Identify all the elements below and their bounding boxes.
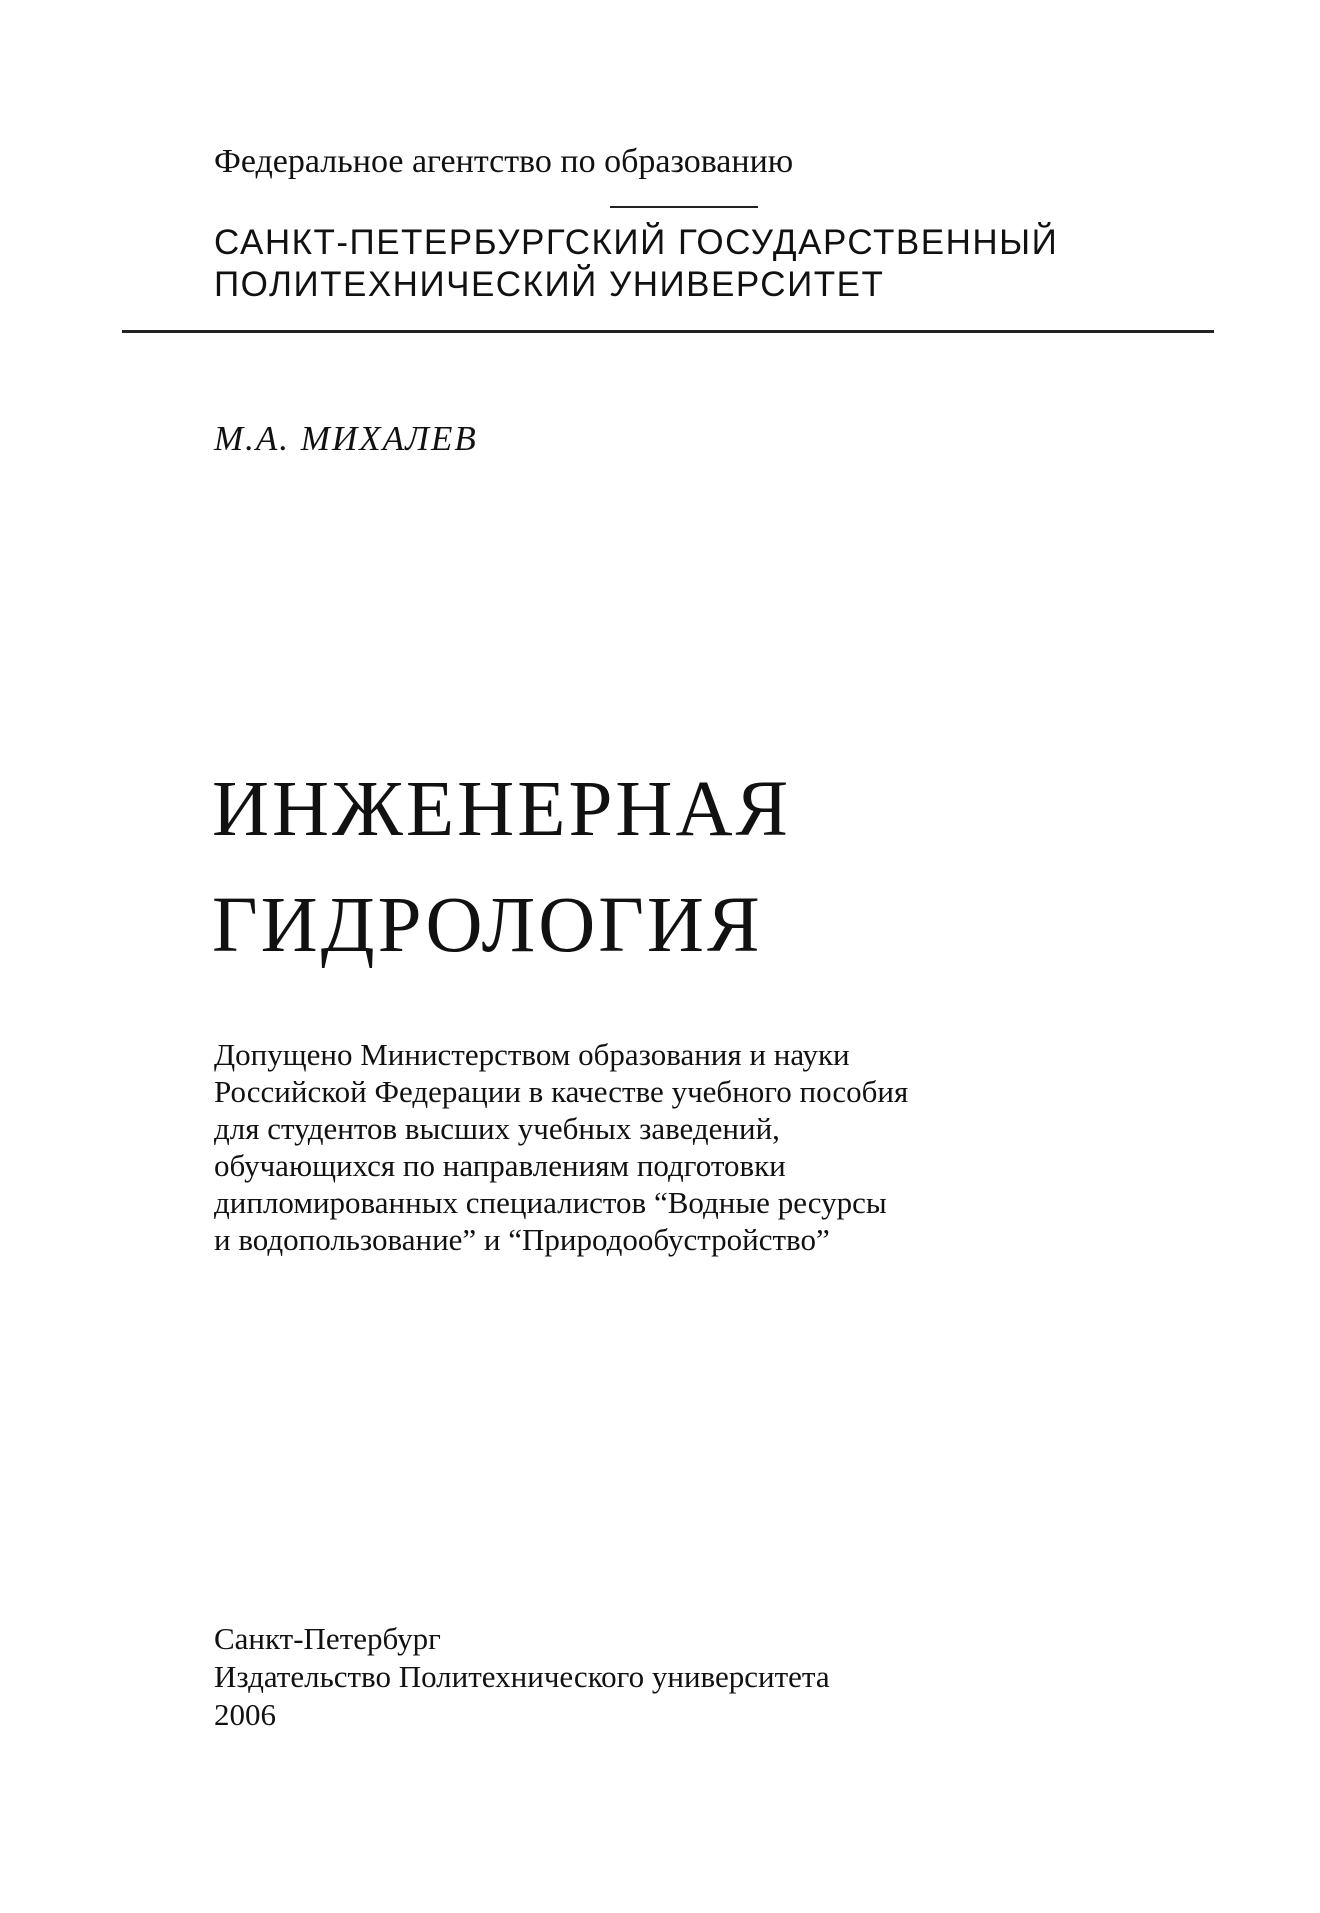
approval-line-1: Допущено Министерством образования и науки bbox=[214, 1037, 850, 1072]
approval-statement bbox=[214, 1036, 908, 1258]
imprint-city: Санкт-Петербург bbox=[214, 1621, 441, 1656]
approval-line-2: Российской Федерации в качестве учебного пособия bbox=[214, 1074, 909, 1109]
university-name bbox=[214, 222, 1058, 306]
agency-name: Федеральное агентство по образованию bbox=[214, 143, 794, 180]
book-title-line-2: ГИДРОЛОГИЯ bbox=[212, 882, 763, 969]
imprint-publisher: Издательство Политехнического университета bbox=[214, 1659, 830, 1694]
author-name: М.А. МИХАЛЕВ bbox=[214, 419, 478, 458]
approval-line-5: дипломированных специалистов “Водные ресурсы bbox=[214, 1185, 887, 1220]
approval-line-6: и водопользование” и “Природообустройство” bbox=[214, 1222, 830, 1257]
book-title-line-1: ИНЖЕНЕРНАЯ bbox=[212, 766, 792, 853]
header-divider bbox=[122, 330, 1214, 333]
university-line-2: ПОЛИТЕХНИЧЕСКИЙ УНИВЕРСИТЕТ bbox=[214, 265, 885, 304]
imprint bbox=[214, 1620, 830, 1734]
short-divider bbox=[610, 206, 758, 208]
imprint-year: 2006 bbox=[214, 1697, 276, 1732]
approval-line-3: для студентов высших учебных заведений, bbox=[214, 1111, 780, 1146]
book-title bbox=[212, 752, 791, 984]
approval-line-4: обучающихся по направлениям подготовки bbox=[214, 1148, 786, 1183]
university-line-1: САНКТ-ПЕТЕРБУРГСКИЙ ГОСУДАРСТВЕННЫЙ bbox=[214, 223, 1059, 262]
